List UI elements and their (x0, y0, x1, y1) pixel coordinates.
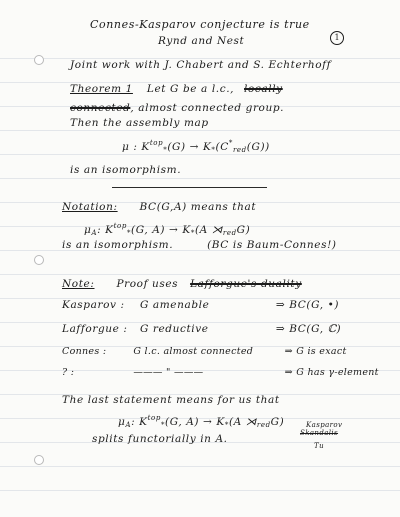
notation-top: top (113, 222, 127, 230)
map-red-sup: * (228, 139, 233, 147)
page-number (330, 30, 344, 45)
notation-rest-2: (G, A) → K (131, 224, 191, 236)
notation-star: * (126, 229, 132, 237)
iso-line: is an isomorphism. (70, 164, 182, 176)
implies-arrow: ⇒ (275, 323, 290, 335)
theorem-label: Theorem 1 (70, 83, 133, 95)
last-mu-rest: : K (131, 416, 148, 428)
notation-rest-3: (A ⋊ (194, 224, 223, 236)
map-end: (G)) (246, 141, 270, 153)
theorem-text-2: , almost connected group. (130, 102, 285, 114)
joint-work-line: Joint work with J. Chabert and S. Echterhoff (70, 59, 332, 71)
notation-def: BC(G,A) means that (139, 201, 257, 213)
then-line: Then the assembly map (70, 117, 209, 129)
page-subtitle: Rynd and Nest (158, 35, 245, 47)
result-conclusion: G is exact (296, 346, 347, 357)
splits-line: splits functorially in A. (92, 433, 228, 445)
page-title: Connes-Kasparov conjecture is true (90, 18, 310, 31)
notation-mu: μ (84, 224, 92, 236)
result-row (62, 298, 339, 312)
separator-line (112, 187, 267, 188)
notation-label: Notation: (62, 201, 118, 213)
map-star-2: * (211, 146, 216, 154)
notation-rest-4: G) (236, 224, 251, 236)
result-author: Kasparov : (62, 299, 125, 311)
last-statement-line: The last statement means for us that (62, 394, 280, 406)
notation-is-iso: is an isomorphism. (62, 239, 174, 251)
notation-mu-rest: : K (97, 224, 114, 236)
implies-arrow: ⇒ (275, 299, 290, 311)
note-line (62, 277, 302, 291)
theorem-struck-word-2: connected (70, 102, 131, 114)
map-top: top (149, 139, 164, 147)
result-author: Connes : (62, 346, 107, 357)
result-row (62, 345, 347, 359)
bc-note: (BC is Baum-Connes!) (207, 239, 337, 251)
result-author: ? : (62, 367, 75, 378)
kasparov-note: Kasparov (306, 421, 343, 429)
note-label: Note: (62, 278, 95, 290)
result-conclusion: BC(G, ℂ) (289, 323, 342, 335)
map-red-sub: red (232, 146, 247, 154)
notation-line (62, 200, 256, 214)
last-top: top (147, 414, 161, 422)
last-star: * (160, 421, 166, 429)
page-number-circle: 1 (330, 31, 344, 45)
notation-mu-sub: A (91, 229, 98, 237)
ruled-line (0, 130, 400, 131)
last-red: red (256, 421, 271, 429)
result-condition: G l.c. almost connected (133, 346, 254, 357)
result-conclusion: BC(G, •) (289, 299, 340, 311)
result-conclusion: G has γ-element (296, 367, 379, 378)
result-row (62, 322, 341, 336)
binder-hole (34, 455, 44, 465)
ruled-line (0, 490, 400, 491)
last-rest-2: (G, A) → K (165, 416, 225, 428)
binder-hole (34, 255, 44, 265)
result-condition: G reductive (139, 323, 209, 335)
tu-note: Tu (314, 442, 324, 450)
map-star: * (163, 146, 168, 154)
theorem-text: Let G be a l.c., (146, 83, 235, 95)
map-mu: μ : K (122, 141, 150, 153)
last-rest-4: G) (270, 416, 285, 428)
last-star-2: * (224, 421, 229, 429)
map-rest: (G) → K (167, 141, 212, 153)
map-cstar: (C (215, 141, 229, 153)
assembly-map (122, 136, 270, 157)
result-condition: ——— " ——— (133, 367, 204, 378)
result-row (62, 366, 379, 380)
ruled-line (0, 466, 400, 467)
ruled-line (0, 274, 400, 275)
note-struck: Lafforgue's duality (190, 278, 302, 290)
last-map (118, 411, 284, 432)
notation-iso-line (62, 238, 337, 252)
implies-arrow: ⇒ (284, 346, 297, 357)
last-rest-3: (A ⋊ (228, 416, 257, 428)
ruled-line (0, 178, 400, 179)
last-mu: μ (118, 416, 126, 428)
notation-star-2: * (190, 229, 195, 237)
theorem-struck-word: locally (244, 83, 283, 95)
implies-arrow: ⇒ (284, 367, 297, 378)
last-mu-sub: A (125, 421, 132, 429)
result-author: Lafforgue : (62, 323, 128, 335)
theorem-line (70, 82, 283, 96)
result-condition: G amenable (139, 299, 210, 311)
theorem-line-2 (70, 101, 284, 115)
notation-red: red (222, 229, 237, 237)
notation-map (84, 219, 250, 240)
note-proof: Proof uses (116, 278, 179, 290)
struck-note: Skandalis (300, 429, 339, 437)
binder-hole (34, 55, 44, 65)
